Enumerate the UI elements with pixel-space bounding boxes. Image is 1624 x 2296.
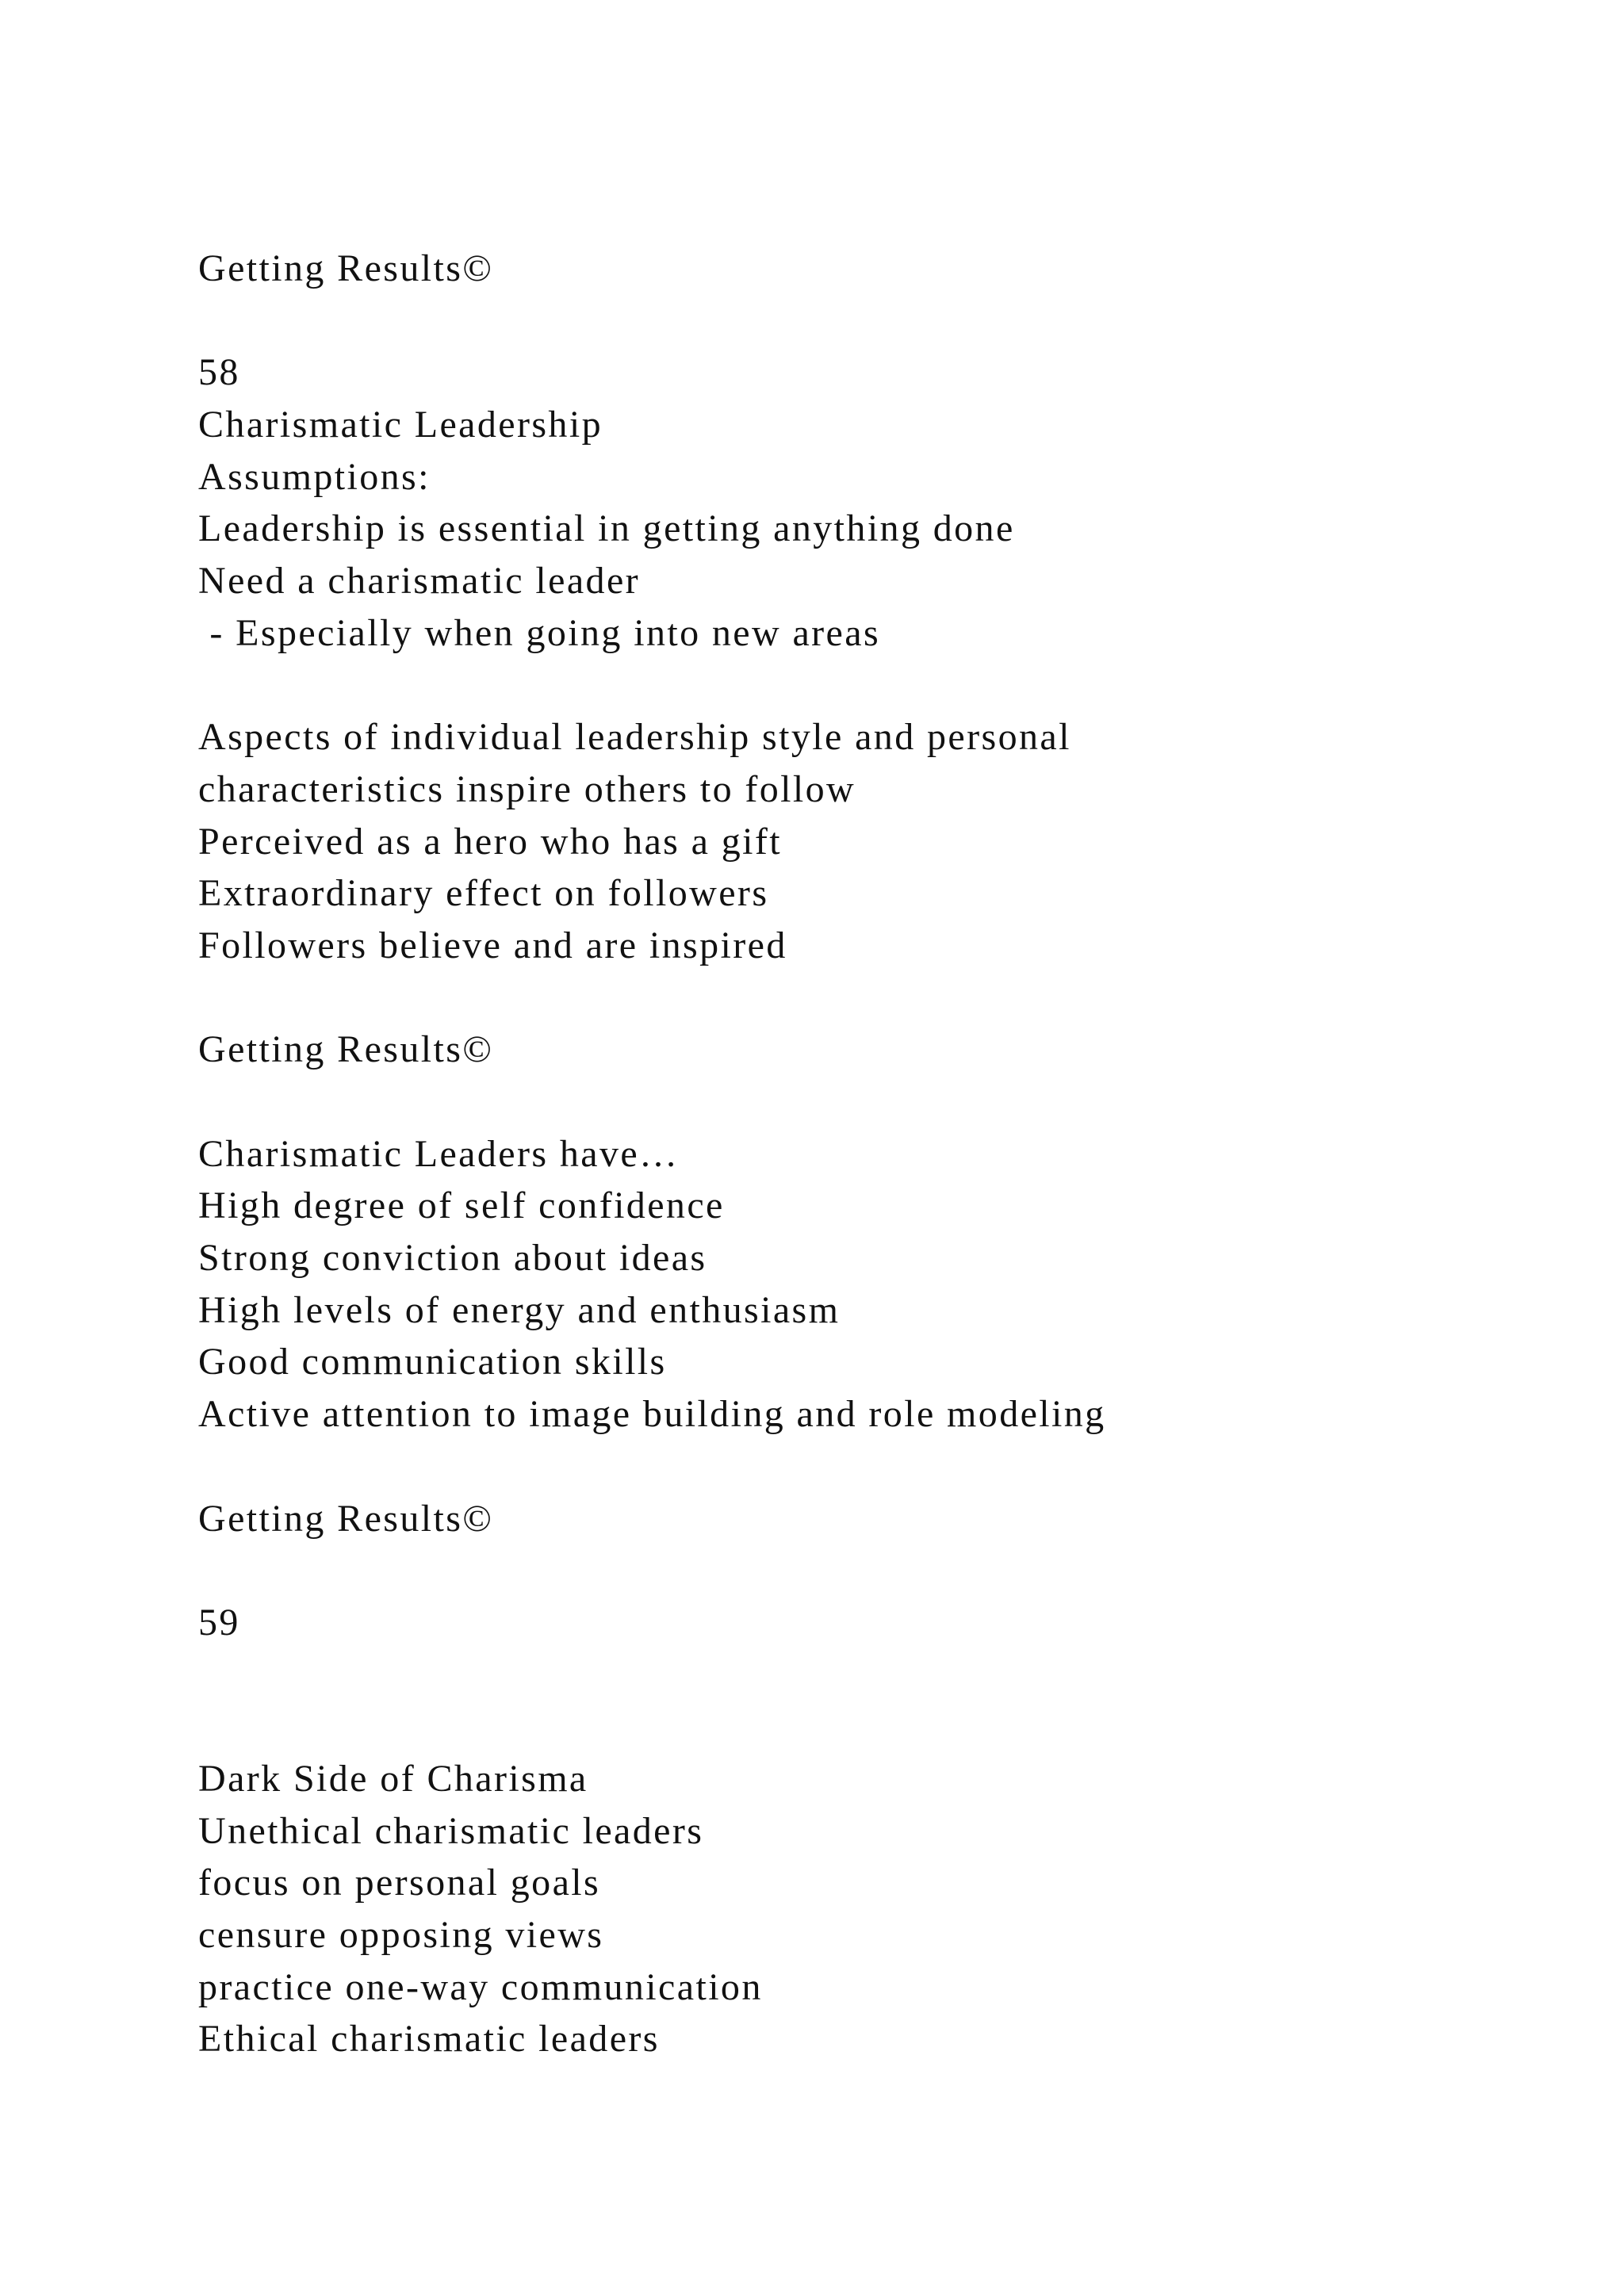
slide-title: Dark Side of Charisma: [198, 1757, 588, 1800]
page-number: 58: [198, 351, 240, 394]
footer-text: Getting Results©: [198, 247, 494, 289]
body-line: Need a charismatic leader: [198, 560, 641, 603]
blank-line: [198, 1649, 1546, 1701]
body-line: Aspects of individual leadership style and personal: [198, 716, 1071, 759]
body-line: practice one-way communication: [198, 1965, 763, 2008]
body-line: - Especially when going into new areas: [198, 611, 881, 654]
body-line: Good communication skills: [198, 1341, 667, 1383]
body-line: censure opposing views: [198, 1914, 604, 1956]
page-number: 59: [198, 1601, 240, 1644]
slide-title: Charismatic Leadership: [198, 404, 603, 446]
blank-line: [198, 1544, 1546, 1597]
body-line: High degree of self confidence: [198, 1184, 725, 1227]
slide-title: Charismatic Leaders have…: [198, 1132, 680, 1175]
blank-line: [198, 1076, 1546, 1128]
footer-text: Getting Results©: [198, 1497, 494, 1540]
body-line: Perceived as a hero who has a gift: [198, 820, 783, 863]
body-line: focus on personal goals: [198, 1862, 601, 1904]
section-heading: Assumptions:: [198, 455, 431, 498]
body-line: characteristics inspire others to follow: [198, 767, 856, 810]
body-line: Extraordinary effect on followers: [198, 872, 769, 915]
blank-line: [198, 972, 1546, 1024]
document-body: [198, 243, 1546, 2065]
body-line: Leadership is essential in getting anything done: [198, 507, 1015, 550]
body-line: Unethical charismatic leaders: [198, 1809, 704, 1852]
blank-line: [198, 660, 1546, 712]
body-line: High levels of energy and enthusiasm: [198, 1288, 841, 1331]
blank-line: [198, 295, 1546, 347]
body-line: Ethical charismatic leaders: [198, 2018, 660, 2061]
body-line: Followers believe and are inspired: [198, 924, 787, 966]
footer-text: Getting Results©: [198, 1028, 494, 1071]
body-line: Active attention to image building and role modeling: [198, 1393, 1106, 1436]
body-line: Strong conviction about ideas: [198, 1237, 707, 1280]
blank-line: [198, 1701, 1546, 1753]
blank-line: [198, 1441, 1546, 1493]
